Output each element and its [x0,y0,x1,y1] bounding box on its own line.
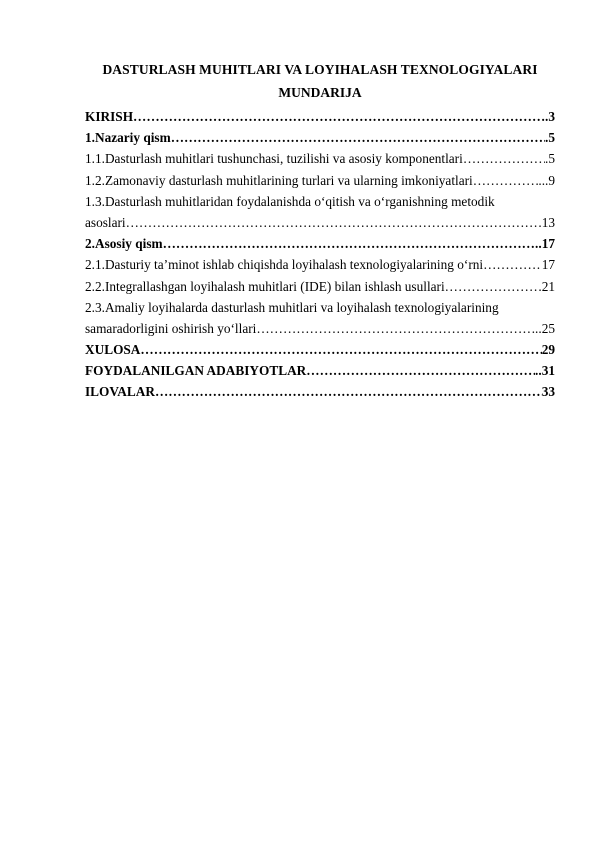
toc-leader-dots [133,106,545,127]
toc-page-number: .3 [545,109,555,124]
toc-leader-dots [256,318,535,339]
toc-entry-2-2 [85,276,555,297]
toc-entry-2-3 [85,297,555,339]
toc-entry-1-3 [85,191,555,233]
toc-leader-dots [155,381,542,402]
toc-leader-dots [306,360,535,381]
toc-entry-text: 2.2.Integrallashgan loyihalash muhitlari (IDE) bilan ishlash usullari [85,278,445,294]
toc-entry-1-2 [85,170,555,191]
toc-entry-kirish [85,106,555,127]
toc-entry-1-1 [85,148,555,169]
toc-entry-text: 1.Nazariy qism [85,130,171,146]
toc-entry-text: 1.2.Zamonaviy dasturlash muhitlarining turlari va ularning imkoniyatlari [85,172,473,188]
toc-page-number: ..31 [535,363,555,379]
toc-leader-dots [473,170,539,191]
toc-page-number: ..25 [535,320,555,336]
toc-page-number: .21 [538,278,555,294]
toc-leader-dots [463,148,545,169]
toc-entry-ilovalar [85,381,555,402]
toc-entry-text: FOYDALANILGAN ADABIYOTLAR [85,363,307,379]
toc-entry-text: 2.Asosiy qism [85,236,163,252]
toc-leader-dots [483,254,542,275]
toc-page-number: ..17 [535,236,555,252]
toc-leader-dots [163,233,535,254]
toc-entry-text-line1: 2.3.Amaliy loyihalarda dasturlash muhitlari va loyihalash texnologiyalarining [85,299,499,315]
toc-entry-text-line1: 1.3.Dasturlash muhitlaridan foydalanishda o‘qitish va o‘rganishning metodik [85,193,495,209]
toc-page-number: 33 [541,384,555,400]
toc-entry-text: 2.1.Dasturiy ta’minot ishlab chiqishda loyihalash texnologiyalarining o‘rni [85,257,484,273]
toc-entry-nazariy-qism [85,127,555,148]
toc-entry-asosiy-qism [85,233,555,254]
toc-leader-dots [171,127,545,148]
toc-entry-text: samaradorligini oshirish yo‘llari [85,320,257,336]
toc-leader-dots [140,339,541,360]
toc-entry-text: ILOVALAR [85,384,155,400]
toc-entry-adabiyotlar [85,360,555,381]
toc-page-number: ...9 [538,172,555,188]
toc-entry-2-1 [85,254,555,275]
table-of-contents [85,106,555,403]
toc-entry-text: KIRISH [85,109,134,124]
toc-page-number: .5 [545,130,555,146]
toc-leader-dots [445,276,539,297]
toc-page-number: .13 [538,214,555,230]
toc-entry-text: XULOSA [85,342,141,358]
toc-page-number: 17 [541,257,555,273]
toc-leader-dots [126,212,539,233]
toc-page-number: 29 [541,342,555,358]
toc-heading: MUNDARIJA [278,85,362,100]
toc-entry-xulosa [85,339,555,360]
toc-entry-text: asoslari [85,214,126,230]
toc-page-number: .5 [545,151,555,167]
document-title: DASTURLASH MUHITLARI VA LOYIHALASH TEXNOLOGIYALARI [102,62,538,77]
toc-entry-text: 1.1.Dasturlash muhitlari tushunchasi, tuzilishi va asosiy komponentlari [85,151,463,167]
